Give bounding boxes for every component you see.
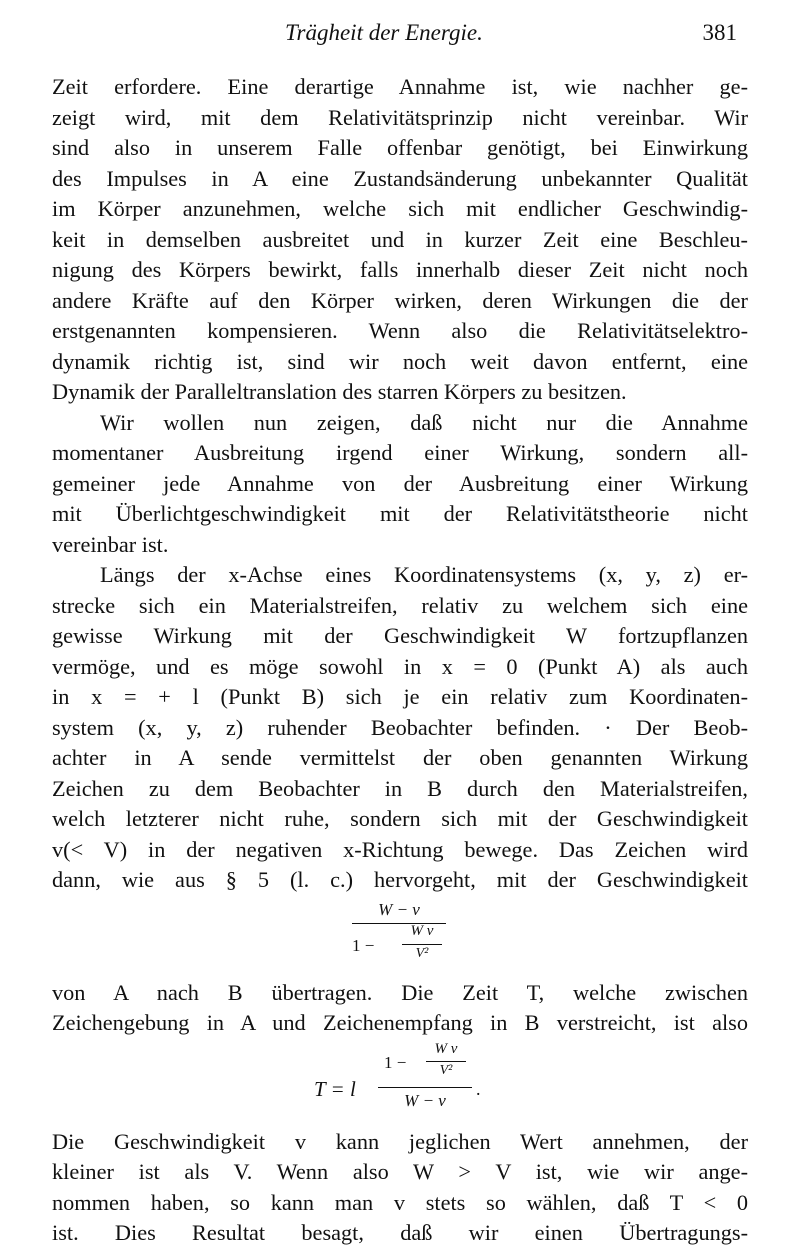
text-line: welch letzterer nicht ruhe, sondern sich mit der Geschwindigkeit — [52, 806, 748, 831]
formula-denom-numerator: W v — [410, 922, 434, 939]
running-title: Trägheit der Energie. — [285, 20, 483, 45]
text-line: des Impulses in A eine Zustandsänderung unbekannter Qualität — [52, 165, 748, 191]
text-line: momentaner Ausbreitung irgend einer Wirkung, sondern all- — [52, 440, 748, 465]
text-line: keit in demselben ausbreitet und in kurzer Zeit eine Beschleu- — [52, 226, 748, 252]
text-line: zeigt wird, mit dem Relativitätsprinzip nicht vereinbar. Wir — [52, 104, 748, 130]
text-line: vereinbar ist. — [52, 531, 169, 557]
text-line: gemeiner jede Annahme von der Ausbreitung einer Wirkung — [52, 470, 748, 496]
text-line: Zeit erfordere. Eine derartige Annahme ist, wie nachher ge- — [52, 74, 748, 99]
text-line: Dynamik der Paralleltranslation des starren Körpers zu besitzen. — [52, 379, 627, 404]
text-line: dann, wie aus § 5 (l. c.) hervorgeht, mit der Geschwindigkeit — [52, 867, 748, 892]
formula-numerator: W − v — [378, 899, 420, 919]
text-line: kleiner ist als V. Wenn also W > V ist, wie wir ange- — [52, 1159, 748, 1184]
paragraph-3 — [52, 560, 748, 896]
paragraph-1 — [52, 72, 748, 408]
text-line: in x = + l (Punkt B) sich je ein relativ zum Koordinaten- — [52, 684, 748, 709]
text-line: Zeichengebung in A und Zeichenempfang in B verstreicht, ist also — [52, 1010, 748, 1035]
text-line: strecke sich ein Materialstreifen, relativ zu welchem sich eine — [52, 592, 748, 618]
text-line: Die Geschwindigkeit v kann jeglichen Wert annehmen, der — [52, 1128, 748, 1154]
fraction-bar — [426, 1061, 466, 1062]
text-line: von A nach B übertragen. Die Zeit T, welche zwischen — [52, 979, 748, 1005]
formula-num-denominator: V² — [439, 1062, 453, 1078]
text-line: Wir wollen nun zeigen, daß nicht nur die Annahme — [100, 409, 748, 435]
formula-time — [52, 1039, 748, 1127]
formula-num-one: 1 − — [384, 1052, 407, 1072]
text-line: mit Überlichtgeschwindigkeit mit der Relativitätstheorie nicht — [52, 501, 748, 526]
fraction-bar — [378, 1087, 472, 1088]
text-line: im Körper anzunehmen, welche sich mit endlicher Geschwindig- — [52, 196, 748, 221]
text-line: dynamik richtig ist, sind wir noch weit davon entfernt, eine — [52, 348, 748, 374]
body-text — [52, 72, 748, 1249]
fraction-bar — [402, 944, 442, 945]
formula-lhs: T = l — [314, 1076, 356, 1101]
formula-end: . — [476, 1078, 481, 1099]
text-line: ist. Dies Resultat besagt, daß wir einen Übertragungs- — [52, 1220, 748, 1245]
text-line: nommen haben, so kann man v stets so wählen, daß T < 0 — [52, 1189, 748, 1215]
text-line: gewisse Wirkung mit der Geschwindigkeit W fortzupflanzen — [52, 623, 748, 648]
text-line: andere Kräfte auf den Körper wirken, deren Wirkungen die der — [52, 287, 748, 313]
formula-num-numerator: W v — [434, 1040, 458, 1057]
formula-denom-one: 1 − — [352, 935, 375, 955]
text-line: vermöge, und es möge sowohl in x = 0 (Punkt A) als auch — [52, 653, 748, 679]
paragraph-5 — [52, 1127, 748, 1249]
text-line: nigung des Körpers bewirkt, falls innerhalb dieser Zeit nicht noch — [52, 257, 748, 282]
text-line: v(< V) in der negativen x-Richtung bewege. Das Zeichen wird — [52, 836, 748, 862]
page-header — [0, 20, 805, 50]
formula-denominator: W − v — [404, 1090, 446, 1110]
text-line: Zeichen zu dem Beobachter in B durch den Materialstreifen, — [52, 775, 748, 801]
page-number: 381 — [702, 20, 737, 45]
text-line: sind also in unserem Falle offenbar genötigt, bei Einwirkung — [52, 135, 748, 160]
paragraph-4 — [52, 978, 748, 1039]
paragraph-2 — [52, 408, 748, 561]
text-line: achter in A sende vermittelst der oben genannten Wirkung — [52, 745, 748, 770]
formula-velocity — [52, 896, 748, 978]
text-line: erstgenannten kompensieren. Wenn also die Relativitätselektro- — [52, 318, 748, 343]
text-line: system (x, y, z) ruhender Beobachter befinden. · Der Beob- — [52, 714, 748, 740]
text-line: Längs der x-Achse eines Koordinatensystems (x, y, z) er- — [100, 562, 748, 587]
formula-denom-denominator: V² — [415, 945, 429, 961]
